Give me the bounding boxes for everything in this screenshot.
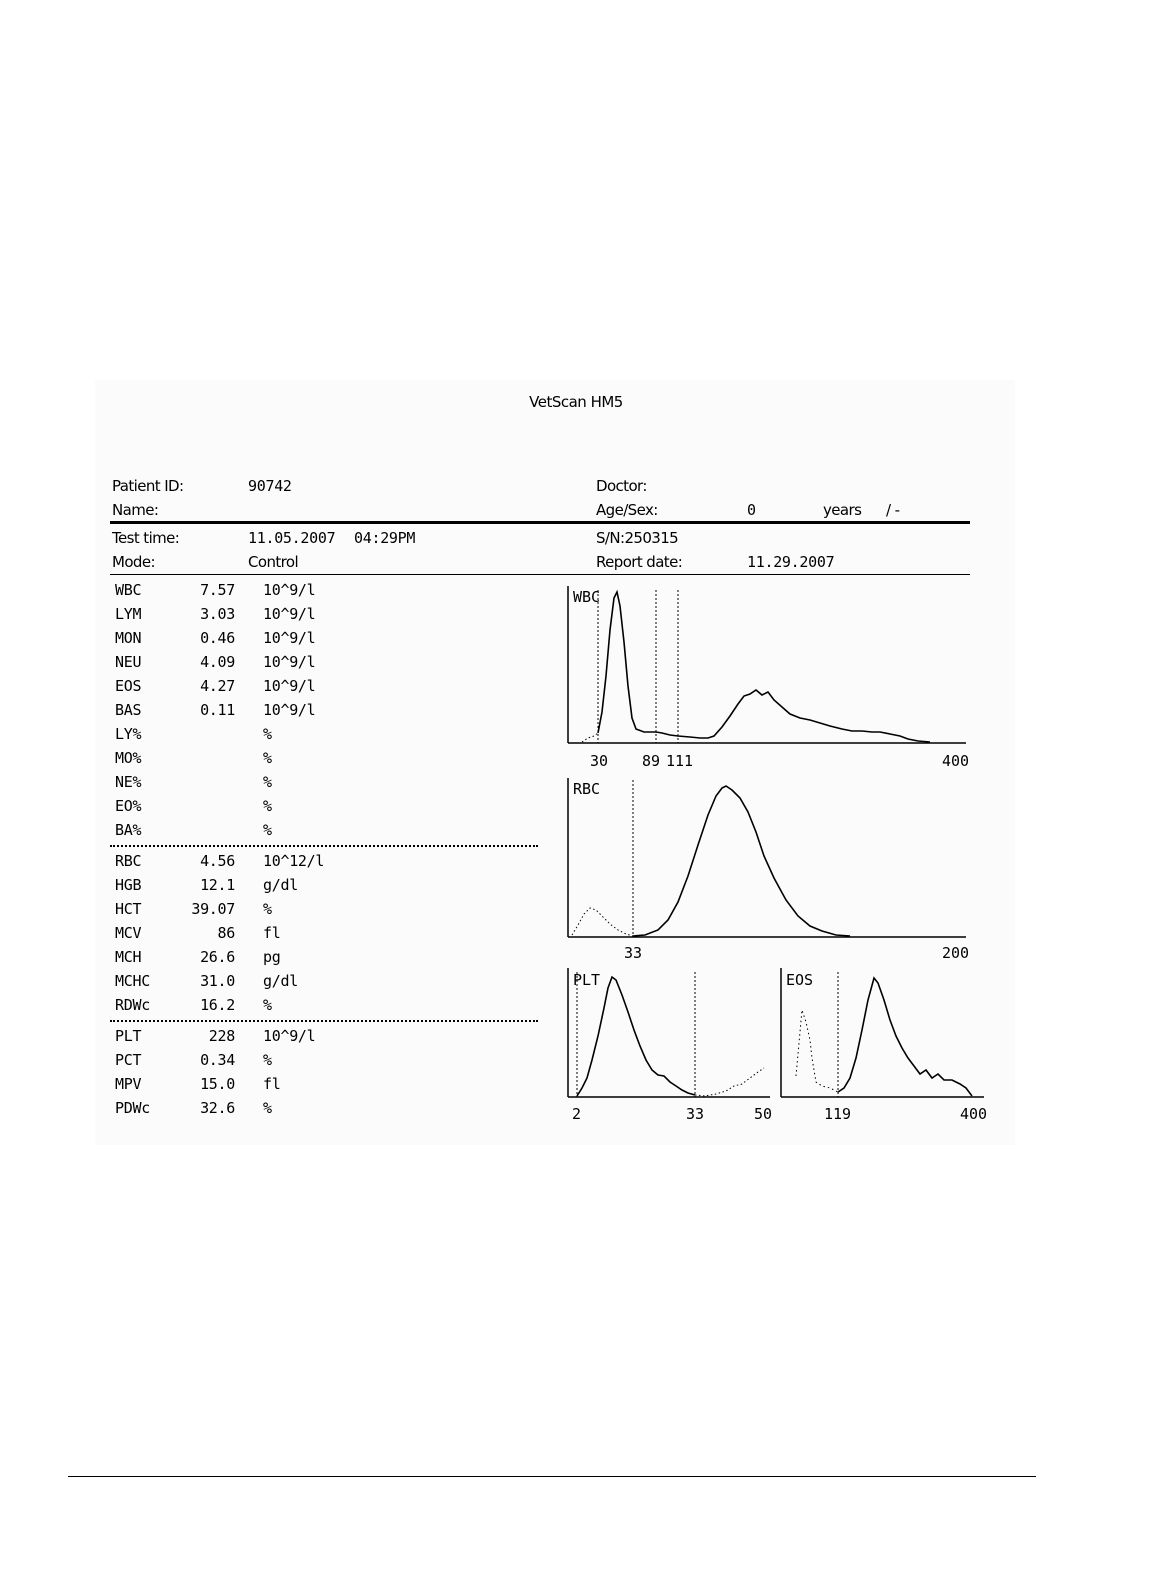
result-unit: % xyxy=(263,725,272,743)
plt-tick-label: 33 xyxy=(686,1105,705,1123)
wbc-tick-label: 30 xyxy=(590,752,609,770)
result-unit: fl xyxy=(263,1075,281,1093)
plt-curve xyxy=(577,977,695,1096)
rbc-tick-label: 200 xyxy=(942,944,970,962)
test-time-label: Test time: xyxy=(112,529,180,547)
result-value: 86 xyxy=(217,924,235,942)
result-name: MON xyxy=(115,629,142,647)
result-name: PLT xyxy=(115,1027,142,1045)
result-name: NE% xyxy=(115,773,142,791)
result-name: RDWc xyxy=(115,996,150,1014)
result-value: 228 xyxy=(208,1027,235,1045)
result-value: 15.0 xyxy=(200,1075,235,1093)
result-value: 0.11 xyxy=(200,701,235,719)
name-label: Name: xyxy=(112,501,159,519)
footer-divider xyxy=(68,1476,1036,1477)
serial-number: S/N:250315 xyxy=(596,529,679,547)
result-unit: 10^9/l xyxy=(263,605,316,623)
plt-tick-label: 2 xyxy=(572,1105,582,1123)
result-name: PCT xyxy=(115,1051,142,1069)
result-unit: fl xyxy=(263,924,281,942)
result-unit: g/dl xyxy=(263,876,298,894)
age-unit: years xyxy=(823,501,862,519)
result-unit: pg xyxy=(263,948,281,966)
wbc-histogram xyxy=(568,586,969,770)
result-value: 3.03 xyxy=(200,605,235,623)
plt-curve-dotted xyxy=(695,1068,764,1096)
result-unit: % xyxy=(263,749,272,767)
wbc-tick-label: 111 xyxy=(666,752,694,770)
plt-histogram-label: PLT xyxy=(573,971,601,989)
result-name: HCT xyxy=(115,900,142,918)
result-value: 7.57 xyxy=(200,581,235,599)
result-name: MCV xyxy=(115,924,142,942)
rbc-curve-dotted xyxy=(572,908,633,936)
wbc-histogram-label: WBC xyxy=(573,588,601,606)
report-date-label: Report date: xyxy=(596,553,683,571)
eos-histogram-label: EOS xyxy=(786,971,814,989)
age-sex-label: Age/Sex: xyxy=(596,501,658,519)
mode-value: Control xyxy=(248,553,299,571)
wbc-curve-dotted xyxy=(582,733,598,742)
rbc-curve xyxy=(633,786,850,936)
result-value: 0.34 xyxy=(200,1051,235,1069)
result-name: HGB xyxy=(115,876,142,894)
test-clock-value: 04:29PM xyxy=(354,529,416,547)
result-value: 0.46 xyxy=(200,629,235,647)
eos-curve xyxy=(838,978,972,1096)
result-name: MCH xyxy=(115,948,142,966)
mode-label: Mode: xyxy=(112,553,155,571)
sex-value: / - xyxy=(886,501,900,519)
result-value: 26.6 xyxy=(200,948,235,966)
result-unit: g/dl xyxy=(263,972,298,990)
result-value: 16.2 xyxy=(200,996,235,1014)
result-name: EOS xyxy=(115,677,142,695)
wbc-curve xyxy=(598,592,930,742)
result-value: 4.56 xyxy=(200,852,235,870)
result-unit: % xyxy=(263,900,272,918)
result-unit: % xyxy=(263,797,272,815)
result-value: 12.1 xyxy=(200,876,235,894)
plt-histogram xyxy=(568,968,772,1123)
result-name: MPV xyxy=(115,1075,142,1093)
result-name: PDWc xyxy=(115,1099,150,1117)
result-name: RBC xyxy=(115,852,142,870)
doctor-label: Doctor: xyxy=(596,477,647,495)
result-value: 31.0 xyxy=(200,972,235,990)
result-name: NEU xyxy=(115,653,142,671)
rbc-histogram xyxy=(568,778,969,962)
result-unit: 10^9/l xyxy=(263,677,316,695)
result-name: BA% xyxy=(115,821,142,839)
eos-tick-label: 119 xyxy=(824,1105,852,1123)
test-date-value: 11.05.2007 xyxy=(248,529,336,547)
result-unit: 10^9/l xyxy=(263,653,316,671)
result-unit: % xyxy=(263,996,272,1014)
result-name: WBC xyxy=(115,581,142,599)
result-name: BAS xyxy=(115,701,142,719)
wbc-tick-label: 89 xyxy=(642,752,661,770)
result-value: 4.27 xyxy=(200,677,235,695)
eos-curve-dotted xyxy=(796,1010,838,1092)
result-name: EO% xyxy=(115,797,142,815)
patient-id-label: Patient ID: xyxy=(112,477,184,495)
result-value: 32.6 xyxy=(200,1099,235,1117)
rbc-histogram-label: RBC xyxy=(573,780,601,798)
report-title: VetScan HM5 xyxy=(529,393,623,411)
result-name: MCHC xyxy=(115,972,150,990)
result-name: MO% xyxy=(115,749,142,767)
result-value: 39.07 xyxy=(191,900,235,918)
age-value: 0 xyxy=(747,501,756,519)
eos-tick-label: 400 xyxy=(960,1105,988,1123)
result-unit: 10^9/l xyxy=(263,629,316,647)
result-value: 4.09 xyxy=(200,653,235,671)
result-name: LY% xyxy=(115,725,142,743)
patient-id-value: 90742 xyxy=(248,477,292,495)
result-unit: % xyxy=(263,1051,272,1069)
result-unit: 10^9/l xyxy=(263,1027,316,1045)
report-date-value: 11.29.2007 xyxy=(747,553,835,571)
plt-tick-label: 50 xyxy=(754,1105,773,1123)
result-unit: 10^12/l xyxy=(263,852,325,870)
rbc-tick-label: 33 xyxy=(624,944,643,962)
result-unit: % xyxy=(263,1099,272,1117)
result-unit: 10^9/l xyxy=(263,701,316,719)
wbc-tick-label: 400 xyxy=(942,752,970,770)
eos-histogram xyxy=(781,968,987,1123)
result-unit: % xyxy=(263,821,272,839)
result-unit: 10^9/l xyxy=(263,581,316,599)
result-name: LYM xyxy=(115,605,142,623)
result-unit: % xyxy=(263,773,272,791)
